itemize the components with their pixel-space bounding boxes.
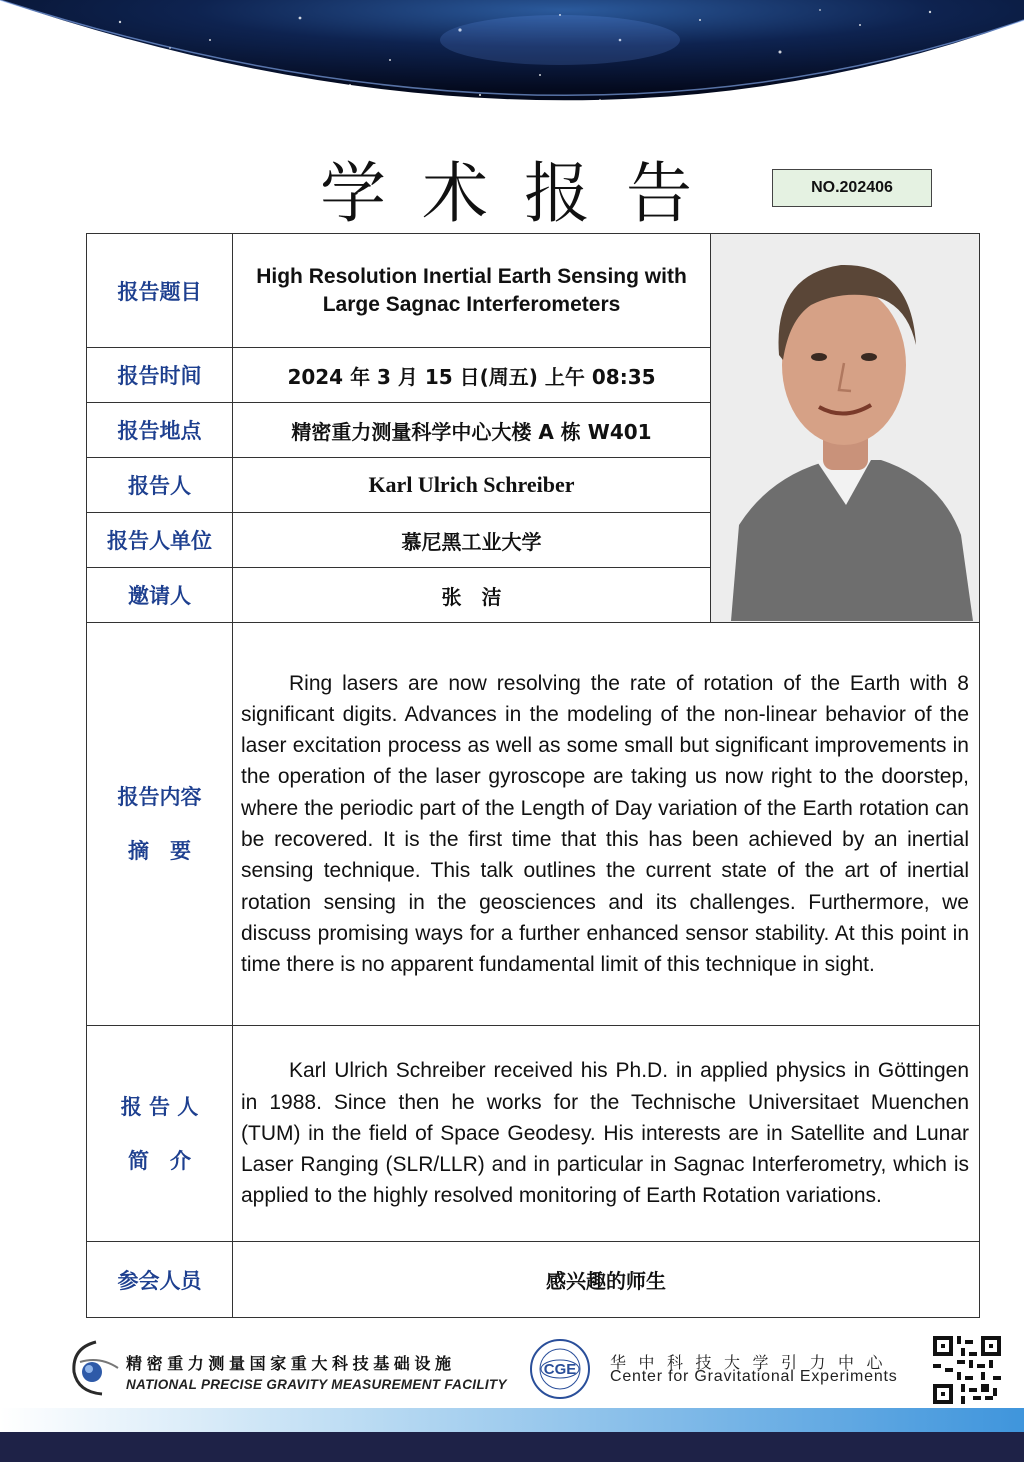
facility-name-cn: 精密重力测量国家重大科技基础设施 <box>126 1354 456 1373</box>
bio-cell <box>233 1026 980 1242</box>
bio-label <box>87 1026 233 1242</box>
cge-badge-text: CGE <box>543 1361 577 1378</box>
page-title: 学术报告 <box>320 155 728 232</box>
abstract-label-line1: 报告内容 <box>117 785 202 809</box>
topic-label: 报告题目 <box>87 234 233 348</box>
speaker-label: 报告人 <box>87 458 233 513</box>
report-number-badge: NO.202406 <box>772 169 932 207</box>
speaker-photo <box>711 235 977 621</box>
speaker-value: Karl Ulrich Schreiber <box>233 458 711 513</box>
center-name-cn: 华中科技大学引力中心 <box>610 1353 896 1372</box>
attendees-label: 参会人员 <box>87 1242 233 1318</box>
report-info-table <box>86 233 980 1318</box>
facility-name-en: NATIONAL PRECISE GRAVITY MEASUREMENT FACILITY <box>126 1377 507 1392</box>
center-name-en: Center for Gravitational Experiments <box>610 1368 898 1385</box>
bio-text: Karl Ulrich Schreiber received his Ph.D. in applied physics in Göttingen in 1988. Since then he works for the Technische Universitaet Muenchen (TUM) in the field of Space Geodesy. His interests are in Satellite and Lunar Laser Ranging (SLR/LLR) and in particular in Sagnac Interferometry, which is applied to the highly resolved monitoring of Earth Rotation variations. <box>241 1059 969 1208</box>
time-value: 2024 年 3 月 15 日(周五) 上午 08:35 <box>233 348 711 403</box>
topic-value: High Resolution Inertial Earth Sensing with Large Sagnac Interferometers <box>233 234 711 348</box>
attendees-value: 感兴趣的师生 <box>233 1242 980 1318</box>
abstract-cell <box>233 623 980 1026</box>
abstract-label <box>87 623 233 1026</box>
location-value: 精密重力测量科学中心大楼 A 栋 W401 <box>233 403 711 458</box>
bio-label-line1: 报 告 人 <box>120 1094 199 1119</box>
cge-logo-icon <box>529 1338 591 1400</box>
speaker-photo-cell <box>711 234 980 623</box>
abstract-label-line2: 摘 要 <box>128 839 191 863</box>
inviter-value: 张 洁 <box>233 568 711 623</box>
affiliation-value: 慕尼黑工业大学 <box>233 513 711 568</box>
affiliation-label: 报告人单位 <box>87 513 233 568</box>
location-label: 报告地点 <box>87 403 233 458</box>
space-banner <box>0 0 1024 130</box>
facility-logo-icon <box>66 1338 126 1398</box>
bio-label-line2: 简 介 <box>128 1148 191 1173</box>
qr-code-icon <box>933 1336 1001 1404</box>
inviter-label: 邀请人 <box>87 568 233 623</box>
abstract-text: Ring lasers are now resolving the rate of rotation of the Earth with 8 significant digits. Advances in the modeling of the non-linear behavior of the laser excitation process as well as some small but significant improvements in the operation of the laser gyroscope are taking us now right to the doorstep, where the periodic part of the Length of Day variation of the Earth rotation can be recovered. It is the first time that this has been achieved by an inertial sensing technique. This talk outlines the current state of the art of inertial rotation sensing in the geosciences and its challenges. Furthermore, we discuss promising ways for a further enhanced sensor stability. At this point in time there is no apparent fundamental limit of this technique in sight. <box>241 671 969 977</box>
bottom-gradient-bar <box>0 1408 1024 1462</box>
time-label: 报告时间 <box>87 348 233 403</box>
